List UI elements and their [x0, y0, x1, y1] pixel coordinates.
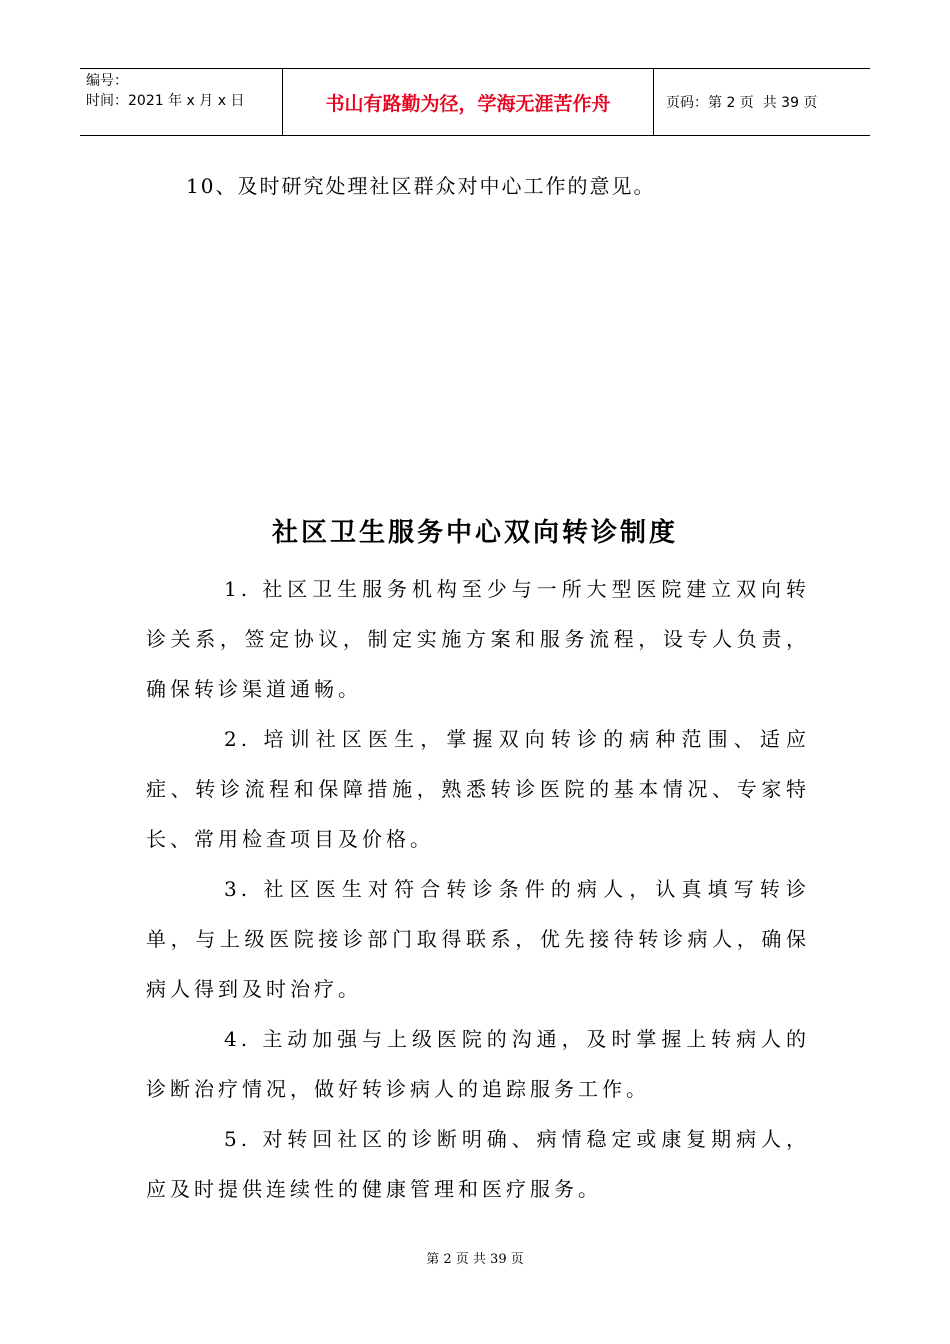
section-body: [146, 564, 810, 1214]
document-number-label: 编号：: [86, 73, 128, 89]
section-title: 社区卫生服务中心双向转诊制度: [271, 518, 678, 548]
carry-over-list-item: 10、及时研究处理社区群众对中心工作的意见。: [186, 174, 656, 198]
paragraph-5: 5. 对转回社区的诊断明确、病情稳定或康复期病人，应及时提供连续性的健康管理和医疗服务。: [146, 1127, 810, 1201]
paragraph-4: 4. 主动加强与上级医院的沟通，及时掌握上转病人的诊断治疗情况，做好转诊病人的追踪服务工作。: [146, 1027, 810, 1101]
header-page-number: 页码：第 2 页 共 39 页: [666, 95, 818, 111]
paragraph-3: 3. 社区医生对符合转诊条件的病人，认真填写转诊单，与上级医院接诊部门取得联系，优先接待转诊病人，确保病人得到及时治疗。: [146, 877, 810, 1001]
header-meta-cell: [80, 69, 282, 135]
footer-page-number: 第 2 页 共 39 页: [426, 1252, 524, 1267]
paragraph-1: 1. 社区卫生服务机构至少与一所大型医院建立双向转诊关系，签定协议，制定实施方案和服务流程，设专人负责，确保转诊渠道通畅。: [146, 577, 810, 701]
paragraph-2: 2. 培训社区医生，掌握双向转诊的病种范围、适应症、转诊流程和保障措施，熟悉转诊医院的基本情况、专家特长、常用检查项目及价格。: [146, 727, 810, 851]
document-date-label: 时间：2021 年 x 月 x 日: [86, 93, 245, 109]
header-page-cell: [654, 69, 870, 135]
header-motto: 书山有路勤为径，学海无涯苦作舟: [282, 69, 654, 135]
document-header: [80, 68, 870, 136]
page-footer: [0, 1248, 950, 1267]
